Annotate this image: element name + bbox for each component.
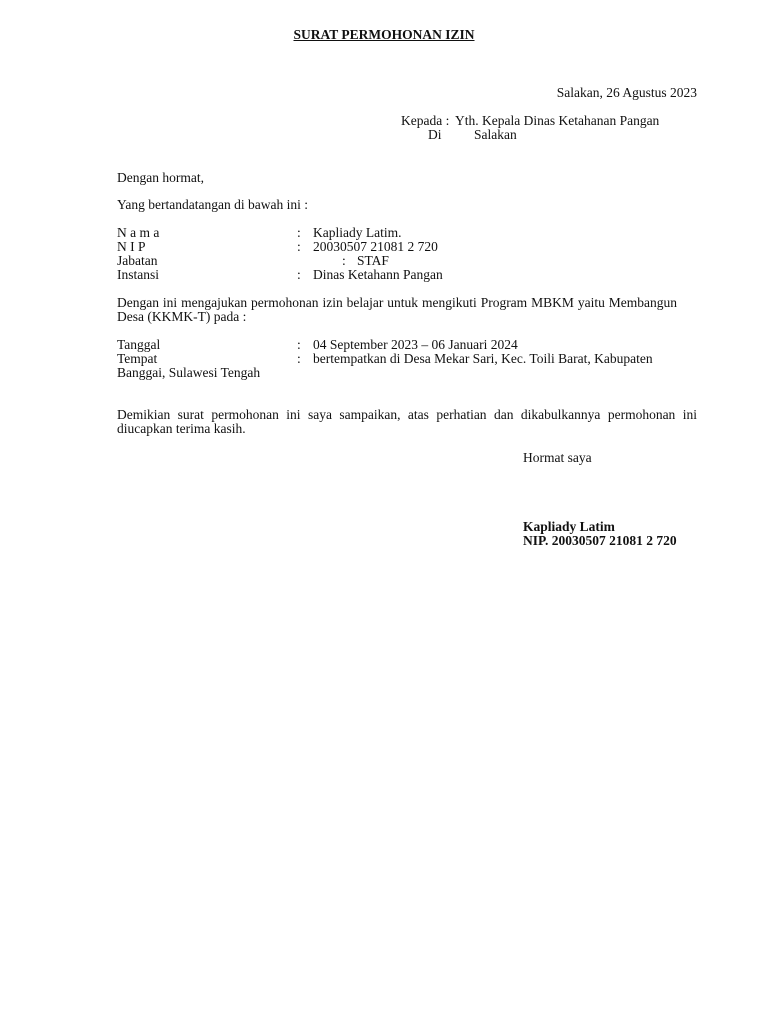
- closing-paragraph: Demikian surat permohonan ini saya sampaikan, atas perhatian dan dikabulkannya permohonan ini diucapkan terima kasih.: [117, 407, 697, 436]
- identity-name-colon: :: [297, 225, 301, 240]
- identity-position-colon: :: [342, 253, 346, 268]
- identity-nip-colon: :: [297, 239, 301, 254]
- place-date: Salakan, 26 Agustus 2023: [556, 85, 697, 100]
- detail-place-colon: :: [297, 351, 301, 366]
- greeting: Dengan hormat,: [117, 170, 204, 185]
- identity-nip-value: 20030507 21081 2 720: [313, 239, 438, 254]
- identity-agency-label: Instansi: [117, 267, 159, 282]
- detail-date-label: Tanggal: [117, 337, 161, 352]
- regards: Hormat saya: [523, 450, 592, 465]
- identity-position-label: Jabatan: [117, 253, 158, 268]
- recipient-place: Salakan: [474, 127, 517, 142]
- identity-agency-value: Dinas Ketahann Pangan: [313, 267, 443, 282]
- detail-date-colon: :: [297, 337, 301, 352]
- detail-place-value: bertempatkan di Desa Mekar Sari, Kec. Toili Barat, Kabupaten: [313, 351, 653, 366]
- signer-name: Kapliady Latim: [523, 519, 615, 534]
- identity-nip-label: N I P: [117, 239, 146, 254]
- identity-name-label: N a m a: [117, 225, 160, 240]
- identity-position-value: STAF: [357, 253, 389, 268]
- detail-place-continuation: Banggai, Sulawesi Tengah: [117, 365, 261, 380]
- detail-place-label: Tempat: [117, 351, 158, 366]
- identity-agency-colon: :: [297, 267, 301, 282]
- recipient-name: Yth. Kepala Dinas Ketahanan Pangan: [455, 113, 660, 128]
- recipient-label: Kepada :: [401, 113, 450, 128]
- intro-line: Yang bertandatangan di bawah ini :: [117, 197, 308, 212]
- signer-nip: NIP. 20030507 21081 2 720: [523, 533, 677, 548]
- identity-name-value: Kapliady Latim.: [313, 225, 402, 240]
- recipient-at-label: Di: [428, 127, 442, 142]
- request-paragraph: Dengan ini mengajukan permohonan izin belajar untuk mengikuti Program MBKM yaitu Membangun Desa (KKMK-T) pada :: [117, 295, 677, 324]
- letter-title: SURAT PERMOHONAN IZIN: [293, 27, 475, 42]
- detail-date-value: 04 September 2023 – 06 Januari 2024: [313, 337, 518, 352]
